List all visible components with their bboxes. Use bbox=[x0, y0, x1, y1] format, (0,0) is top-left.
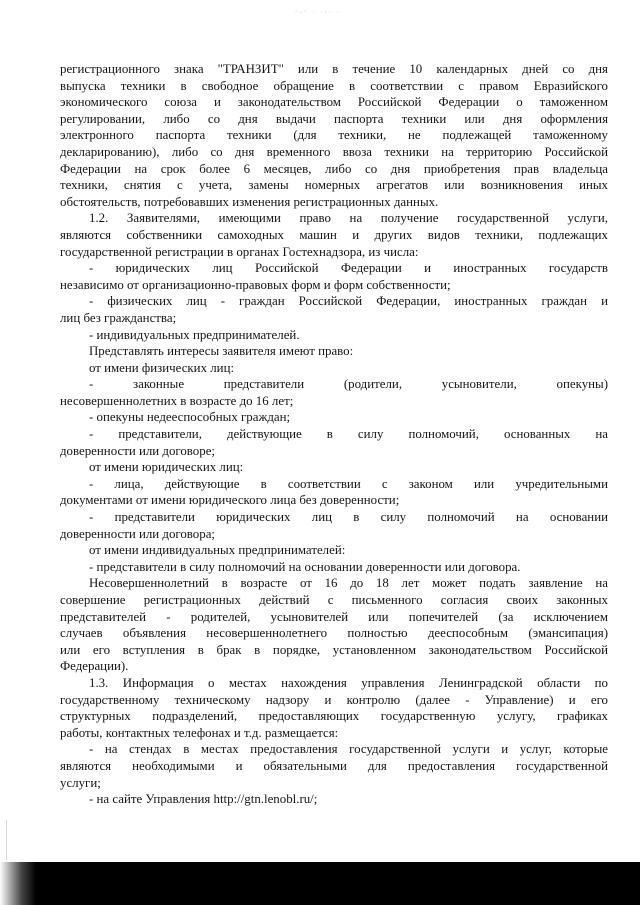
list-item: - лица, действующие в соответствии с законом или учредительными bbox=[89, 476, 608, 491]
text-line: доверенности или договора; bbox=[60, 526, 216, 541]
scan-header-mark: ᵔᵕᵔ ᐧ ᐧᐧᐧ ᐧ bbox=[295, 8, 341, 17]
text-line: Федерации). bbox=[60, 659, 129, 674]
text-line: независимо от организационно-правовых форм и форм собственности; bbox=[60, 277, 451, 292]
subheading: от имени юридических лиц: bbox=[89, 460, 244, 475]
document-body bbox=[60, 61, 608, 808]
text-line: структурных подразделений, предоставляющих государственную услугу, графиках bbox=[60, 709, 608, 724]
text-line: регистрационного знака "ТРАНЗИТ" или в течение 10 календарных дней со дня bbox=[60, 62, 608, 76]
text-line: или его вступления в брак в порядке, установленном законодательством Российской bbox=[60, 642, 608, 657]
scan-footer-edge bbox=[0, 862, 36, 905]
text-line: являются собственники самоходных машин и других видов техники, подлежащих bbox=[60, 227, 608, 242]
text-line: Представлять интересы заявителя имеют право: bbox=[89, 344, 354, 359]
list-item: - представители юридических лиц в силу полномочий на основании bbox=[89, 510, 608, 525]
text-line: услуги; bbox=[60, 775, 101, 790]
text-line: представителей - родителей, усыновителей или попечителей (за исключением bbox=[60, 609, 608, 624]
text-line: несовершеннолетних в возрасте до 16 лет; bbox=[60, 393, 294, 408]
text-line: случаев объявления несовершеннолетнего полностью дееспособным (эмансипация) bbox=[60, 626, 608, 641]
text-line: доверенности или договоре; bbox=[60, 443, 216, 458]
list-item: - представители, действующие в силу полномочий, основанных на bbox=[89, 427, 608, 442]
list-item: - законные представители (родители, усыновители, опекуны) bbox=[89, 377, 608, 392]
scan-footer-bar bbox=[0, 862, 640, 905]
list-item: - на стендах в местах предоставления государственной услуги и услуг, которые bbox=[89, 742, 608, 757]
section-1-3-heading-line: 1.3. Информация о местах нахождения управления Ленинградской области по bbox=[89, 675, 608, 690]
list-item: - физических лиц - граждан Российской Федерации, иностранных граждан и bbox=[89, 294, 608, 309]
list-item: - опекуны недееспособных граждан; bbox=[89, 410, 291, 425]
text-line: государственному техническому надзору и контролю (далее - Управление) и его bbox=[60, 692, 608, 707]
text-line: Федерации на срок более 6 месяцев, либо со дня приобретения прав владельца bbox=[60, 161, 608, 176]
list-item: - представители в силу полномочий на основании доверенности или договора. bbox=[89, 559, 521, 574]
text-line: регулировании, либо со дня выдачи паспорта техники или дня оформления bbox=[60, 111, 608, 126]
section-1-2-heading-line: 1.2. Заявителями, имеющими право на получение государственной услуги, bbox=[89, 211, 608, 226]
list-item: - юридических лиц Российской Федерации и иностранных государств bbox=[89, 261, 608, 276]
text-line: выпуска техники в свободное обращение в соответствии с правом Евразийского bbox=[60, 78, 608, 93]
scan-margin-line bbox=[6, 820, 7, 860]
text-line: являются необходимыми и обязательными для предоставления государственной bbox=[60, 758, 608, 773]
text-line: государственной регистрации в органах Гостехнадзора, из числа: bbox=[60, 244, 419, 259]
subheading: от имени физических лиц: bbox=[89, 360, 235, 375]
text-line: техники, снятия с учета, замены номерных агрегатов или возникновения иных bbox=[60, 178, 608, 193]
list-item-website: - на сайте Управления http://gtn.lenobl.ru/; bbox=[89, 792, 318, 807]
text-line: обстоятельств, потребовавших изменения регистрационных данных. bbox=[60, 194, 439, 209]
subheading: от имени индивидуальных предпринимателей: bbox=[89, 543, 346, 558]
text-line: электронного паспорта техники (для техники, не подлежащей таможенному bbox=[60, 128, 608, 143]
text-line: работы, контактных телефонах и т.д. размещается: bbox=[60, 725, 339, 740]
text-line: декларированию), либо со дня временного ввоза техники на территорию Российской bbox=[60, 144, 608, 159]
text-line: Несовершеннолетний в возрасте от 16 до 18 лет может подать заявление на bbox=[89, 576, 608, 591]
list-item: - индивидуальных предпринимателей. bbox=[89, 327, 300, 342]
text-line: лиц без гражданства; bbox=[60, 310, 177, 325]
text-line: совершение регистрационных действий с письменного согласия своих законных bbox=[60, 593, 608, 607]
text-line: документами от имени юридического лица без доверенности; bbox=[60, 493, 400, 508]
text-line: экономического союза и законодательством Российской Федерации о таможенном bbox=[60, 95, 608, 110]
